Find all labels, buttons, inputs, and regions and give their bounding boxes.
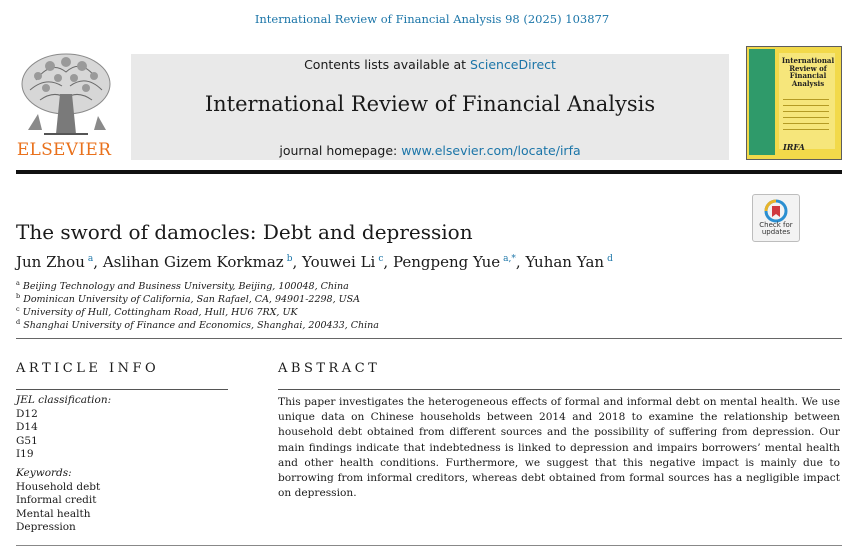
jel-code: D12 <box>16 407 38 420</box>
cover-title: International Review of Financial Analysis <box>781 56 835 88</box>
affiliation-marker: c <box>16 305 20 313</box>
author-name[interactable]: Aslihan Gizem Korkmaz <box>102 253 284 271</box>
check-for-updates-button[interactable] <box>752 194 800 242</box>
abstract-rule <box>278 389 840 390</box>
journal-citation[interactable]: International Review of Financial Analysis 98 (2025) 103877 <box>254 12 610 26</box>
keyword: Depression <box>16 521 76 533</box>
bottom-divider <box>16 545 842 546</box>
author-name[interactable]: Jun Zhou <box>16 253 85 271</box>
keyword: Informal credit <box>16 494 97 506</box>
affiliation-marker: b <box>16 292 21 300</box>
jel-code: I19 <box>16 448 34 460</box>
jel-label: JEL classification: <box>16 394 112 406</box>
cover-stripe <box>749 49 775 155</box>
check-updates-icon <box>763 199 789 223</box>
author-affiliation-marker[interactable]: b <box>286 254 293 264</box>
author-affiliation-marker[interactable]: d <box>607 254 613 264</box>
author-affiliation-marker[interactable]: a <box>87 254 94 264</box>
cover-line <box>783 105 829 106</box>
publisher-name[interactable]: ELSEVIER <box>16 140 112 160</box>
author-name[interactable]: Youwei Li <box>302 253 376 271</box>
check-updates-line1: Check for <box>759 221 793 229</box>
cover-abbreviation: IRFA <box>783 142 805 152</box>
affiliation-marker: a <box>16 279 20 287</box>
keyword: Mental health <box>16 507 91 520</box>
journal-cover-thumbnail[interactable] <box>746 46 842 160</box>
author-name[interactable]: Yuhan Yan <box>525 253 605 271</box>
article-info-heading: ARTICLE INFO <box>16 361 160 376</box>
affiliation-c <box>16 305 298 318</box>
abstract-text: This paper investigates the heterogeneous effects of formal and informal debt on mental health. We use unique data on Chinese households between 2014 and 2018 to examine the relationship between household debt obtained from different sources and the possibility of suffering from depression. Our main findings indicate that indebtedness is linked to depression and impairs borrowers’ mental health and other health conditions. Furthermore, we suggest that this negative impact is mainly due to borrowing from informal creditors, whereas debt obtained from formal sources has a negligible impact on depression. <box>278 396 840 500</box>
jel-code: G51 <box>16 434 38 447</box>
author-affiliation-marker[interactable]: c <box>378 254 384 264</box>
jel-code: D14 <box>16 421 38 433</box>
article-title: The sword of damocles: Debt and depression <box>16 220 473 244</box>
cover-line <box>783 99 829 100</box>
abstract-heading: ABSTRACT <box>278 361 381 376</box>
header-divider <box>16 170 842 174</box>
author-list: Jun Zhou $^a$, Aslihan Gizem Korkmaz $^b$, Youwei Li $^c$, Pengpeng Yue $^{a,*}$, Yuhan Yan $^d$ <box>16 253 613 271</box>
affiliation-text: Beijing Technology and Business University, Beijing, 100048, China <box>22 281 349 293</box>
affiliation-b <box>16 292 360 305</box>
contents-line <box>131 57 729 72</box>
cover-line <box>783 123 829 124</box>
contents-prefix: Contents lists available at <box>304 57 471 72</box>
check-updates-label <box>753 222 799 236</box>
keywords <box>16 467 100 535</box>
journal-title: International Review of Financial Analysis <box>204 92 656 116</box>
jel-classification <box>16 394 111 462</box>
keyword: Household debt <box>16 480 101 493</box>
cover-line <box>783 111 829 112</box>
check-updates-line2: updates <box>761 228 791 236</box>
affiliation-text: University of Hull, Cottingham Road, Hull, HU6 7RX, UK <box>22 307 298 319</box>
cover-line <box>783 117 829 118</box>
author-affiliation-marker[interactable]: a,* <box>503 254 516 264</box>
homepage-line <box>131 143 729 158</box>
section-divider <box>16 338 842 339</box>
affiliation-text: Shanghai University of Finance and Economics, Shanghai, 200433, China <box>23 320 379 332</box>
cover-line <box>783 129 829 130</box>
author-name[interactable]: Pengpeng Yue <box>392 253 501 271</box>
sciencedirect-link[interactable]: ScienceDirect <box>470 57 556 72</box>
affiliation-marker: d <box>16 318 21 326</box>
keywords-label: Keywords: <box>16 467 72 479</box>
journal-homepage-link[interactable]: www.elsevier.com/locate/irfa <box>401 143 581 158</box>
article-info-rule <box>16 389 228 390</box>
affiliation-d <box>16 318 379 331</box>
affiliation-text: Dominican University of California, San Rafael, CA, 94901-2298, USA <box>23 294 360 306</box>
affiliation-a <box>16 279 349 292</box>
homepage-prefix: journal homepage: <box>279 143 402 158</box>
